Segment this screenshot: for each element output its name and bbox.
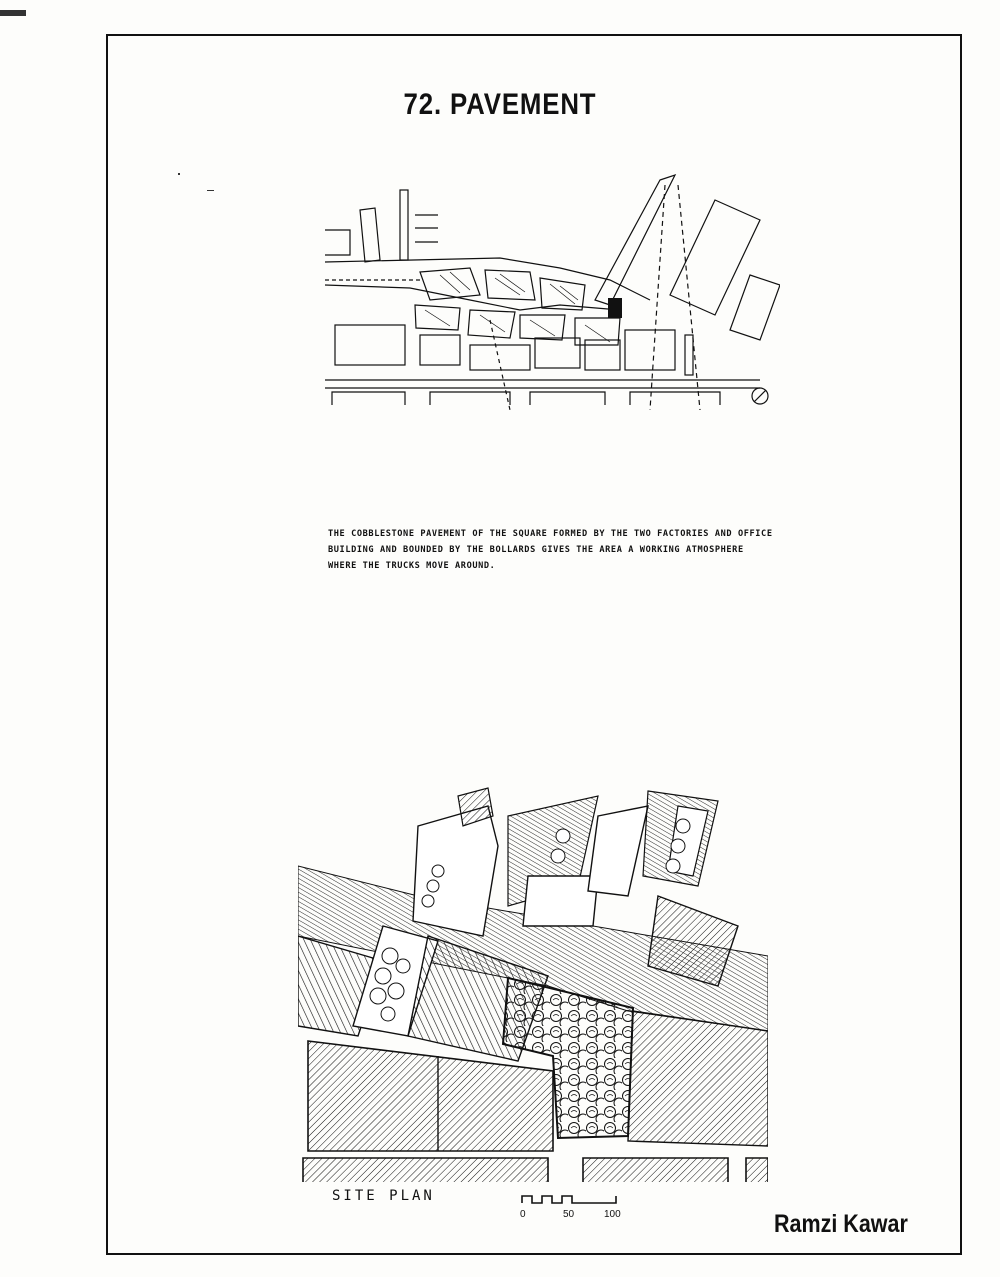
key-plan-drawing	[320, 160, 780, 410]
scale-bar	[520, 1193, 620, 1207]
scan-mark	[178, 173, 180, 175]
page-title: 72. PAVEMENT	[403, 88, 597, 121]
scan-mark	[0, 10, 26, 16]
scale-tick-label: 100	[604, 1209, 621, 1220]
scale-tick-label: 0	[520, 1209, 526, 1220]
caption-line: WHERE THE TRUCKS MOVE AROUND.	[328, 561, 496, 571]
author-name: Ramzi Kawar	[774, 1210, 908, 1238]
scale-tick-label: 50	[563, 1209, 575, 1220]
site-plan-label: SITE PLAN	[332, 1188, 435, 1204]
site-plan-drawing	[298, 786, 768, 1182]
scan-mark	[207, 190, 214, 191]
caption-line: BUILDING AND BOUNDED BY THE BOLLARDS GIVES THE AREA A WORKING ATMOSPHERE	[328, 545, 744, 555]
caption-text	[328, 526, 798, 574]
caption-line: THE COBBLESTONE PAVEMENT OF THE SQUARE FORMED BY THE TWO FACTORIES AND OFFICE	[328, 529, 773, 539]
north-arrow-icon	[752, 388, 768, 404]
